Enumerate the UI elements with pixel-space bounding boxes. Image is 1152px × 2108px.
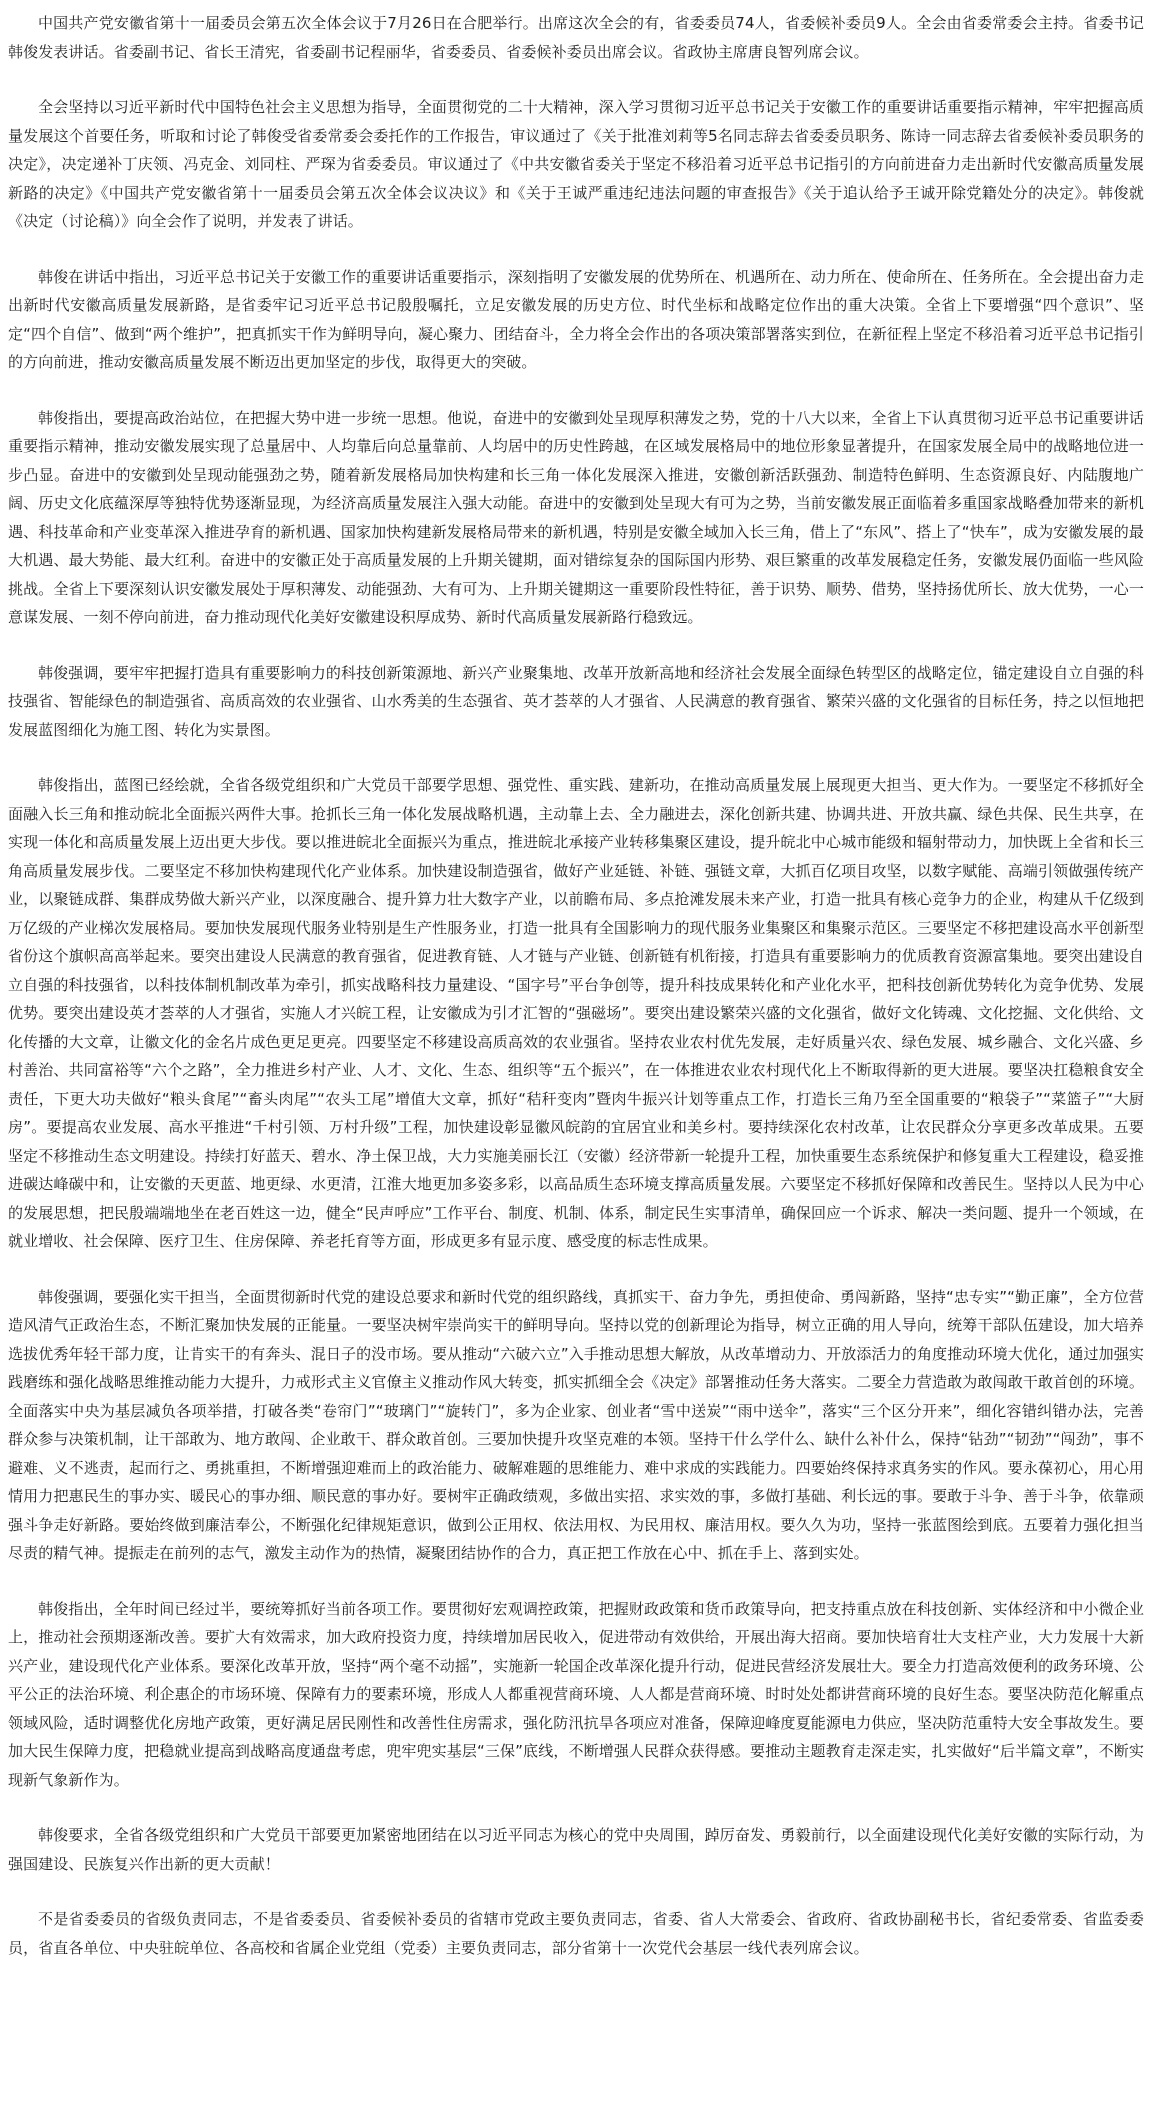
paragraph-plenary-session: 中国共产党安徽省第十一届委员会第五次全体会议于7月26日在合肥举行。出席这次全会的有，省委委员74人，省委候补委员9人。全会由省委常委会主持。省委书记韩俊发表讲话。省委副书记、省长王清宪，省委副书记程丽华，省委委员、省委候补委员出席会议。省政协主席唐良智列席会议。 <box>8 14 1144 61</box>
paragraph-requirements: 韩俊要求，全省各级党组织和广大党员干部要更加紧密地团结在以习近平同志为核心的党中央周围，踔厉奋发、勇毅前行，以全面建设现代化美好安徽的实际行动，为强国建设、民族复兴作出新的更大贡献！ <box>8 1826 1144 1873</box>
paragraph-speech-intro: 韩俊在讲话中指出，习近平总书记关于安徽工作的重要讲话重要指示，深刻指明了安徽发展的优势所在、机遇所在、动力所在、使命所在、任务所在。全会提出奋力走出新时代安徽高质量发展新路，是省委牢记习近平总书记殷殷嘱托，立足安徽发展的历史方位、时代坐标和战略定位作出的重大决策。全省上下要增强“四个意识”、坚定“四个自信”、做到“两个维护”，把真抓实干作为鲜明导向，凝心聚力、团结奋斗，全力将全会作出的各项决策部署落实到位，在新征程上坚定不移沿着习近平总书记指引的方向前进，推动安徽高质量发展不断迈出更加坚定的步伐，取得更大的突破。 <box>8 267 1144 371</box>
paragraph-current-work: 韩俊指出，全年时间已经过半，要统筹抓好当前各项工作。要贯彻好宏观调控政策，把握财政政策和货币政策导向，把支持重点放在科技创新、实体经济和中小微企业上，推动社会预期逐渐改善。要扩大有效需求，加大政府投资力度，持续增加居民收入，促进带动有效供给，开展出海大招商。要加快培育壮大支柱产业，大力发展十大新兴产业，建设现代化产业体系。要深化改革开放，坚持“两个毫不动摇”，实施新一轮国企改革深化提升行动，促进民营经济发展壮大。要全力打造高效便利的政务环境、公平公正的法治环境、利企惠企的市场环境、保障有力的要素环境，形成人人都重视营商环境、人人都是营商环境、时时处处都讲营商环境的良好生态。要坚决防范化解重点领域风险，适时调整优化房地产政策，更好满足居民刚性和改善性住房需求，强化防汛抗旱各项应对准备，保障迎峰度夏能源电力供应，坚决防范重特大安全事故发生。要加大民生保障力度，把稳就业提高到战略高度通盘考虑，兜牢兜实基层“三保”底线，不断增强人民群众获得感。要推动主题教育走深走实，扎实做好“后半篇文章”，不断实现新气象新作为。 <box>8 1599 1144 1789</box>
paragraph-session-agenda: 全会坚持以习近平新时代中国特色社会主义思想为指导，全面贯彻党的二十大精神，深入学习贯彻习近平总书记关于安徽工作的重要讲话重要指示精神，牢牢把握高质量发展这个首要任务，听取和讨论了韩俊受省委常委会委托作的工作报告，审议通过了《关于批准刘莉等5名同志辞去省委委员职务、陈诗一同志辞去省委候补委员职务的决定》，决定递补丁庆领、冯克金、刘同柱、严琛为省委委员。审议通过了《中共安徽省委关于坚定不移沿着习近平总书记指引的方向前进奋力走出新时代安徽高质量发展新路的决定》《中国共产党安徽省第十一届委员会第五次全体会议决议》和《关于王诚严重违纪违法问题的审查报告》《关于追认给予王诚开除党籍处分的决定》。韩俊就《决定（讨论稿）》向全会作了说明，并发表了讲话。 <box>8 98 1144 230</box>
paragraph-key-tasks: 韩俊指出，蓝图已经绘就，全省各级党组织和广大党员干部要学思想、强党性、重实践、建新功，在推动高质量发展上展现更大担当、更大作为。一要坚定不移抓好全面融入长三角和推动皖北全面振兴两件大事。抢抓长三角一体化发展战略机遇，主动靠上去、全力融进去，深化创新共建、协调共进、开放共赢、绿色共保、民生共享，在实现一体化和高质量发展上迈出更大步伐。要以推进皖北全面振兴为重点，推进皖北承接产业转移集聚区建设，提升皖北中心城市能级和辐射带动力，加快既上全省和长三角高质量发展步伐。二要坚定不移加快构建现代化产业体系。加快建设制造强省，做好产业延链、补链、强链文章，大抓百亿项目攻坚，以数字赋能、高端引领做强传统产业，以聚链成群、集群成势做大新兴产业，以深度融合、提升算力壮大数字产业，以前瞻布局、多点抢滩发展未来产业，打造一批具有核心竞争力的企业，构建从千亿级到万亿级的产业梯次发展格局。要加快发展现代服务业特别是生产性服务业，打造一批具有全国影响力的现代服务业集聚区和集聚示范区。三要坚定不移把建设高水平创新型省份这个旗帜高高举起来。要突出建设人民满意的教育强省，促进教育链、人才链与产业链、创新链有机衔接，打造具有重要影响力的优质教育资源富集地。要突出建设自立自强的科技强省，以科技体制机制改革为牵引，抓实战略科技力量建设、“国字号”平台争创等，提升科技成果转化和产业化水平，把科技创新优势转化为竞争优势、发展优势。要突出建设英才荟萃的人才强省，实施人才兴皖工程，让安徽成为引才汇智的“强磁场”。要突出建设繁荣兴盛的文化强省，做好文化铸魂、文化挖掘、文化供给、文化传播的大文章，让徽文化的金名片成色更足更亮。四要坚定不移建设高质高效的农业强省。坚持农业农村优先发展，走好质量兴农、绿色发展、城乡融合、文化兴盛、乡村善治、共同富裕等“六个之路”，全力推进乡村产业、人才、文化、生态、组织等“五个振兴”，在一体推进农业农村现代化上不断取得新的更大进展。要坚决扛稳粮食安全责任，下更大功夫做好“粮头食尾”“畜头肉尾”“农头工尾”增值大文章，抓好“秸秆变肉”暨肉牛振兴计划等重点工作，打造长三角乃至全国重要的“粮袋子”“菜篮子”“大厨房”。要提高农业发展、高水平推进“千村引领、万村升级”工程，加快建设彰显徽风皖韵的宜居宜业和美乡村。要持续深化农村改革，让农民群众分享更多改革成果。五要坚定不移推动生态文明建设。持续打好蓝天、碧水、净土保卫战，大力实施美丽长江（安徽）经济带新一轮提升工程，加快重要生态系统保护和修复重大工程建设，稳妥推进碳达峰碳中和，让安徽的天更蓝、地更绿、水更清，江淮大地更加多姿多彩，以高品质生态环境支撑高质量发展。六要坚定不移抓好保障和改善民生。坚持以人民为中心的发展思想，把民殷端端地坐在老百姓这一边，健全“民声呼应”工作平台、制度、机制、体系，制定民生实事清单，确保回应一个诉求、解决一类问题、提升一个领域，在就业增收、社会保障、医疗卫生、住房保障、养老托育等方面，形成更多有显示度、感受度的标志性成果。 <box>8 776 1144 1250</box>
paragraph-political-stance: 韩俊指出，要提高政治站位，在把握大势中进一步统一思想。他说，奋进中的安徽到处呈现厚积薄发之势，党的十八大以来，全省上下认真贯彻习近平总书记重要讲话重要指示精神，推动安徽发展实现了总量居中、人均靠后向总量靠前、人均居中的历史性跨越，在区域发展格局中的地位形象显著提升，在国家发展全局中的战略地位进一步凸显。奋进中的安徽到处呈现动能强劲之势，随着新发展格局加快构建和长三角一体化发展深入推进，安徽创新活跃强劲、制造特色鲜明、生态资源良好、内陆腹地广阔、历史文化底蕴深厚等独特优势逐渐显现，为经济高质量发展注入强大动能。奋进中的安徽到处呈现大有可为之势，当前安徽发展正面临着多重国家战略叠加带来的新机遇、科技革命和产业变革深入推进孕育的新机遇、国家加快构建新发展格局带来的新机遇，特别是安徽全域加入长三角，借上了“东风”、搭上了“快车”，成为安徽发展的最大机遇、最大势能、最大红利。奋进中的安徽正处于高质量发展的上升期关键期，面对错综复杂的国际国内形势、艰巨繁重的改革发展稳定任务，安徽发展仍面临一些风险挑战。全省上下要深刻认识安徽发展处于厚积薄发、动能强劲、大有可为、上升期关键期这一重要阶段性特征，善于识势、顺势、借势，坚持扬优所长、放大优势，一心一意谋发展、一刻不停向前进，奋力推动现代化美好安徽建设积厚成势、新时代高质量发展新路行稳致远。 <box>8 408 1144 626</box>
paragraph-attendees: 不是省委委员的省级负责同志，不是省委委员、省委候补委员的省辖市党政主要负责同志，省委、省人大常委会、省政府、省政协副秘书长，省纪委常委、省监委委员，省直各单位、中央驻皖单位、各高校和省属企业党组（党委）主要负责同志，部分省第十一次党代会基层一线代表列席会议。 <box>8 1910 1144 1957</box>
paragraph-strategic-positioning: 韩俊强调，要牢牢把握打造具有重要影响力的科技创新策源地、新兴产业聚集地、改革开放新高地和经济社会发展全面绿色转型区的战略定位，锚定建设自立自强的科技强省、智能绿色的制造强省、高质高效的农业强省、山水秀美的生态强省、英才荟萃的人才强省、人民满意的教育强省、繁荣兴盛的文化强省的目标任务，持之以恒地把发展蓝图细化为施工图、转化为实景图。 <box>8 663 1144 739</box>
paragraph-practical-action: 韩俊强调，要强化实干担当，全面贯彻新时代党的建设总要求和新时代党的组织路线，真抓实干、奋力争先，勇担使命、勇闯新路，坚持“忠专实”“勤正廉”，全方位营造风清气正政治生态，不断汇聚加快发展的正能量。一要坚决树牢崇尚实干的鲜明导向。坚持以党的创新理论为指导，树立正确的用人导向，统筹干部队伍建设，加大培养选拔优秀年轻干部力度，让肯实干的有奔头、混日子的没市场。要从推动“六破六立”入手推动思想大解放，从改革增动力、开放添活力的角度推动环境大优化，通过加强实践磨练和强化战略思维推动能力大提升，力戒形式主义官僚主义推动作风大转变，抓实抓细全会《决定》部署推动任务大落实。二要全力营造敢为敢闯敢干敢首创的环境。全面落实中央为基层减负各项举措，打破各类“卷帘门”“玻璃门”“旋转门”，多为企业家、创业者“雪中送炭”“雨中送伞”，落实“三个区分开来”，细化容错纠错办法，完善群众参与决策机制，让干部敢为、地方敢闯、企业敢干、群众敢首创。三要加快提升攻坚克难的本领。坚持干什么学什么、缺什么补什么，保持“钻劲”“韧劲”“闯劲”，事不避难、义不逃责，起而行之、勇挑重担，不断增强迎难而上的政治能力、破解难题的思维能力、难中求成的实践能力。四要始终保持求真务实的作风。要永葆初心，用心用情用力把惠民生的事办实、暖民心的事办细、顺民意的事办好。要树牢正确政绩观，多做出实招、求实效的事，多做打基础、利长远的事。要敢于斗争、善于斗争，依靠顽强斗争走好新路。要始终做到廉洁奉公，不断强化纪律规矩意识，做到公正用权、依法用权、为民用权、廉洁用权。要久久为功，坚持一张蓝图绘到底。五要着力强化担当尽责的精气神。提振走在前列的志气，激发主动作为的热情，凝聚团结协作的合力，真正把工作放在心中、抓在手上、落到实处。 <box>8 1287 1144 1562</box>
